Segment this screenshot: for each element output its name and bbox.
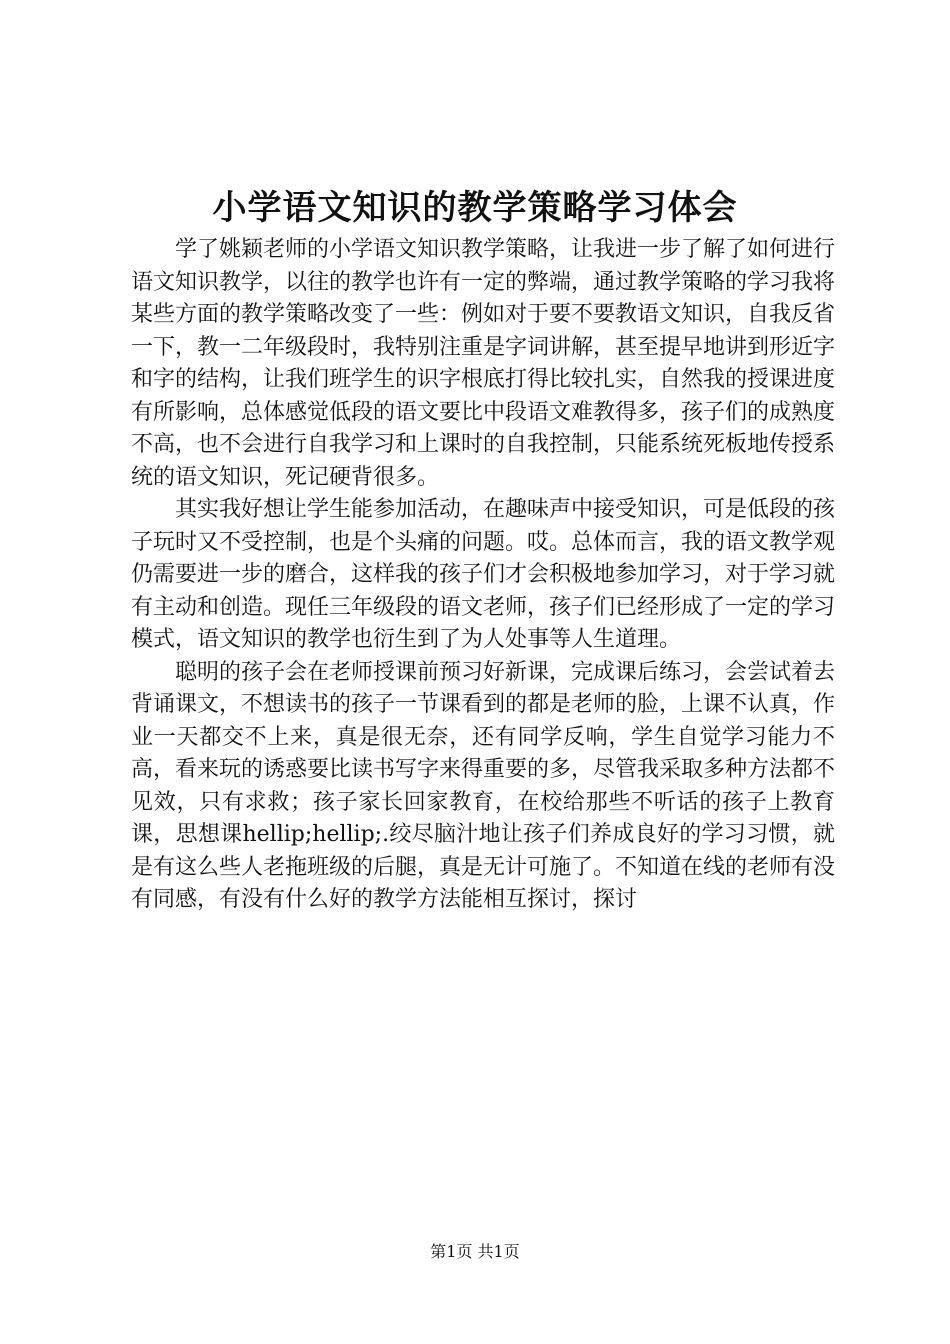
paragraph: 学了姚颖老师的小学语文知识教学策略，让我进一步了解了如何进行语文知识教学，以往的教学也许有一定的弊端，通过教学策略的学习我将某些方面的教学策略改变了一些：例如对于要不要教语文知识，自我反省一下，教一二年级段时，我特别注重是字词讲解，甚至提早地讲到形近字和字的结构，让我们班学生的识字根底打得比较扎实，自然我的授课进度有所影响，总体感觉低段的语文要比中段语文难教得多，孩子们的成熟度不高，也不会进行自我学习和上课时的自我控制，只能系统死板地传授系统的语文知识，死记硬背很多。 xyxy=(131,237,836,490)
document-body xyxy=(131,234,835,917)
paragraph: 聪明的孩子会在老师授课前预习好新课，完成课后练习，会尝试着去背诵课文，不想读书的孩子一节课看到的都是老师的脸，上课不认真，作业一天都交不上来，真是很无奈，还有同学反响，学生自觉学习能力不高，看来玩的诱惑要比读书写字来得重要的多，尽管我采取多种方法都不见效，只有求救；孩子家长回家教育，在校给那些不听话的孩子上教育课，思想课hellip;hellip;.绞尽脑汁地让孩子们养成良好的学习习惯，就是有这么些人老拖班级的后腿，真是无计可施了。不知道在线的老师有没有同感，有没有什么好的教学方法能相互探讨，探讨 xyxy=(131,659,836,912)
paragraph: 其实我好想让学生能参加活动，在趣味声中接受知识，可是低段的孩子玩时又不受控制，也是个头痛的问题。哎。总体而言，我的语文教学观仍需要进一步的磨合，这样我的孩子们才会积极地参加学习，对于学习就有主动和创造。现任三年级段的语文老师，孩子们已经形成了一定的学习模式，语文知识的教学也衍生到了为人处事等人生道理。 xyxy=(131,497,836,652)
page-number-footer: 第1页 共1页 xyxy=(430,1242,520,1261)
document-title: 小学语文知识的教学策略学习体会 xyxy=(212,188,738,228)
